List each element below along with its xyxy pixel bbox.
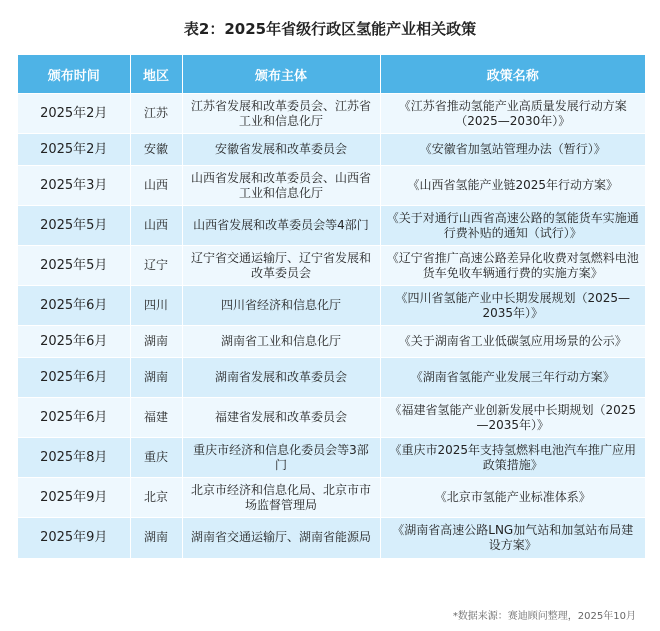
cell-region: 四川: [130, 286, 182, 326]
cell-policy: 《山西省氢能产业链2025年行动方案》: [380, 166, 645, 206]
cell-date: 2025年5月: [18, 206, 130, 246]
cell-date: 2025年6月: [18, 286, 130, 326]
cell-date: 2025年3月: [18, 166, 130, 206]
cell-issuer: 安徽省发展和改革委员会: [182, 134, 380, 166]
cell-region: 湖南: [130, 326, 182, 358]
cell-issuer: 江苏省发展和改革委员会、江苏省工业和信息化厅: [182, 94, 380, 134]
table-row: [18, 518, 645, 558]
data-source-note: *数据来源：赛迪顾问整理，2025年10月: [452, 611, 636, 622]
table-row: [18, 398, 645, 438]
cell-date: 2025年9月: [18, 518, 130, 558]
cell-region: 安徽: [130, 134, 182, 166]
cell-policy: 《江苏省推动氢能产业高质量发展行动方案（2025—2030年）》: [380, 94, 645, 134]
cell-region: 山西: [130, 166, 182, 206]
cell-date: 2025年6月: [18, 326, 130, 358]
cell-region: 福建: [130, 398, 182, 438]
cell-policy: 《北京市氢能产业标准体系》: [380, 478, 645, 518]
cell-region: 北京: [130, 478, 182, 518]
cell-policy: 《关于湖南省工业低碳氢应用场景的公示》: [380, 326, 645, 358]
table-row: [18, 326, 645, 358]
table-row: [18, 94, 645, 134]
cell-issuer: 山西省发展和改革委员会、山西省工业和信息化厅: [182, 166, 380, 206]
table-header-row: [18, 55, 645, 94]
table-title: 表2：2025年省级行政区氢能产业相关政策: [183, 20, 477, 38]
table-row: [18, 358, 645, 398]
cell-issuer: 湖南省工业和信息化厅: [182, 326, 380, 358]
cell-policy: 《湖南省氢能产业发展三年行动方案》: [380, 358, 645, 398]
policy-table: [18, 55, 645, 558]
cell-issuer: 四川省经济和信息化厅: [182, 286, 380, 326]
table-row: [18, 438, 645, 478]
table-row: [18, 246, 645, 286]
cell-region: 湖南: [130, 358, 182, 398]
column-header-issuer: 颁布主体: [182, 55, 380, 94]
cell-issuer: 福建省发展和改革委员会: [182, 398, 380, 438]
cell-date: 2025年9月: [18, 478, 130, 518]
cell-issuer: 辽宁省交通运输厅、辽宁省发展和改革委员会: [182, 246, 380, 286]
cell-date: 2025年6月: [18, 358, 130, 398]
cell-policy: 《湖南省高速公路LNG加气站和加氢站布局建设方案》: [380, 518, 645, 558]
cell-policy: 《辽宁省推广高速公路差异化收费对氢燃料电池货车免收车辆通行费的实施方案》: [380, 246, 645, 286]
cell-region: 江苏: [130, 94, 182, 134]
table-row: [18, 286, 645, 326]
cell-issuer: 重庆市经济和信息化委员会等3部门: [182, 438, 380, 478]
cell-issuer: 湖南省交通运输厅、湖南省能源局: [182, 518, 380, 558]
table-row: [18, 166, 645, 206]
column-header-region: 地区: [130, 55, 182, 94]
cell-policy: 《四川省氢能产业中长期发展规划（2025—2035年）》: [380, 286, 645, 326]
table-row: [18, 206, 645, 246]
cell-date: 2025年5月: [18, 246, 130, 286]
table-row: [18, 478, 645, 518]
cell-issuer: 北京市经济和信息化局、北京市市场监督管理局: [182, 478, 380, 518]
cell-date: 2025年2月: [18, 134, 130, 166]
cell-region: 辽宁: [130, 246, 182, 286]
cell-region: 湖南: [130, 518, 182, 558]
cell-policy: 《安徽省加氢站管理办法（暂行）》: [380, 134, 645, 166]
cell-date: 2025年2月: [18, 94, 130, 134]
column-header-date: 颁布时间: [18, 55, 130, 94]
cell-policy: 《关于对通行山西省高速公路的氢能货车实施通行费补贴的通知（试行）》: [380, 206, 645, 246]
cell-policy: 《重庆市2025年支持氢燃料电池汽车推广应用政策措施》: [380, 438, 645, 478]
cell-region: 山西: [130, 206, 182, 246]
column-header-policy: 政策名称: [380, 55, 645, 94]
cell-date: 2025年8月: [18, 438, 130, 478]
cell-issuer: 湖南省发展和改革委员会: [182, 358, 380, 398]
table-row: [18, 134, 645, 166]
cell-policy: 《福建省氢能产业创新发展中长期规划（2025—2035年）》: [380, 398, 645, 438]
cell-date: 2025年6月: [18, 398, 130, 438]
cell-region: 重庆: [130, 438, 182, 478]
cell-issuer: 山西省发展和改革委员会等4部门: [182, 206, 380, 246]
